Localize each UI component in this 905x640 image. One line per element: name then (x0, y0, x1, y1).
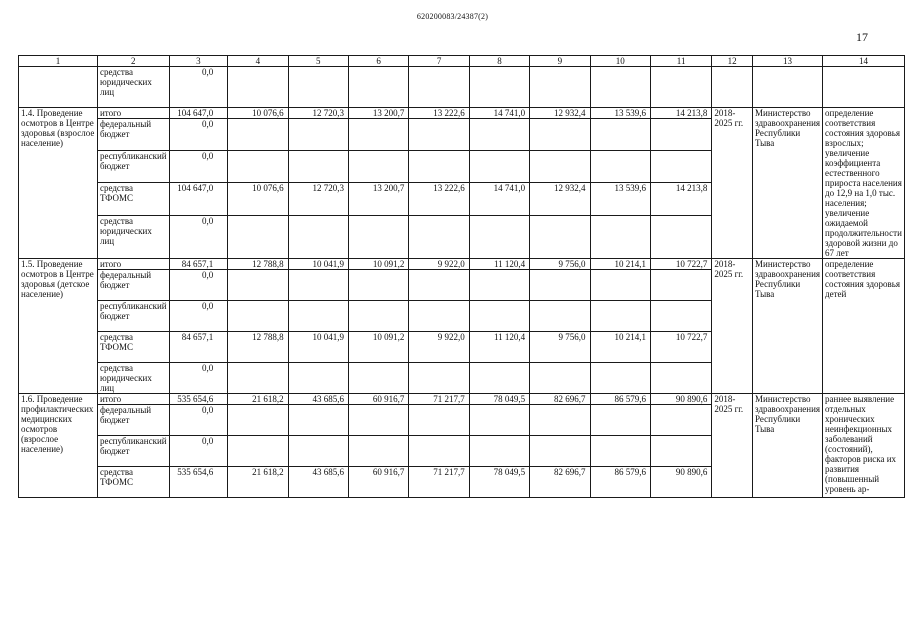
value-year (409, 119, 469, 151)
value-year (288, 301, 348, 332)
value-year: 10 722,7 (650, 259, 711, 270)
column-number: 11 (650, 56, 711, 67)
value-total: 0,0 (169, 270, 228, 301)
value-year (228, 151, 288, 183)
value-year: 78 049,5 (469, 467, 529, 498)
value-year (409, 215, 469, 258)
value-year: 11 120,4 (469, 259, 529, 270)
value-year (590, 67, 650, 108)
value-year: 10 091,2 (348, 332, 408, 363)
value-year (650, 363, 711, 394)
value-year (530, 215, 590, 258)
value-year (228, 363, 288, 394)
value-year (348, 270, 408, 301)
row-title (19, 67, 98, 108)
value-year: 14 213,8 (650, 183, 711, 215)
value-year: 10 041,9 (288, 259, 348, 270)
value-total: 0,0 (169, 405, 228, 436)
value-total: 84 657,1 (169, 332, 228, 363)
value-year: 86 579,6 (590, 394, 650, 405)
value-year (530, 301, 590, 332)
value-year (288, 436, 348, 467)
value-year (650, 119, 711, 151)
value-year: 9 922,0 (409, 259, 469, 270)
value-year (650, 301, 711, 332)
value-year: 14 741,0 (469, 183, 529, 215)
expected-result: определение соответствия состояния здоровья взрослых; увеличение коэффициента естественного прироста населения до 12,9 на 1,0 тыс. населения; увеличение ожидаемой продолжительности здоровой жизни до 67 лет (823, 108, 905, 259)
value-year (650, 215, 711, 258)
document-id: 620200083/24387(2) (416, 12, 489, 21)
value-year (348, 363, 408, 394)
value-year (228, 119, 288, 151)
executor (753, 67, 823, 108)
value-year: 9 922,0 (409, 332, 469, 363)
value-total: 0,0 (169, 67, 228, 108)
value-total: 535 654,6 (169, 394, 228, 405)
value-year (228, 301, 288, 332)
value-year: 10 076,6 (228, 108, 288, 119)
value-year (348, 119, 408, 151)
column-number: 3 (169, 56, 228, 67)
executor: Министерство здравоохранения Республики Тыва (753, 259, 823, 394)
value-year: 9 756,0 (530, 259, 590, 270)
value-year (469, 67, 529, 108)
expected-result: определение соответствия состояния здоровья детей (823, 259, 905, 394)
funding-source: федеральный бюджет (97, 405, 169, 436)
value-year: 60 916,7 (348, 394, 408, 405)
value-year: 13 539,6 (590, 108, 650, 119)
row-title: 1.6. Проведение профилактических медицинских осмотров (взрослое население) (19, 394, 98, 498)
value-year (288, 67, 348, 108)
funding-source: средства ТФОМС (97, 332, 169, 363)
value-year: 21 618,2 (228, 467, 288, 498)
value-year (288, 405, 348, 436)
funding-source: федеральный бюджет (97, 270, 169, 301)
funding-source: средства ТФОМС (97, 183, 169, 215)
value-year: 90 890,6 (650, 467, 711, 498)
funding-source: итого (97, 394, 169, 405)
funding-source: итого (97, 108, 169, 119)
period (712, 67, 753, 108)
value-year (590, 405, 650, 436)
period: 2018-2025 гг. (712, 259, 753, 394)
expected-result: раннее выявление отдельных хронических неинфекционных заболеваний (состояний), факторов риска их развития (повышенный уровень ар- (823, 394, 905, 498)
expected-result (823, 67, 905, 108)
table-row (19, 108, 905, 119)
value-year (650, 436, 711, 467)
value-year (530, 67, 590, 108)
column-number: 12 (712, 56, 753, 67)
value-year (228, 215, 288, 258)
value-year: 13 200,7 (348, 183, 408, 215)
value-year (469, 436, 529, 467)
value-year: 60 916,7 (348, 467, 408, 498)
value-total: 0,0 (169, 363, 228, 394)
value-year (530, 270, 590, 301)
value-year: 13 222,6 (409, 108, 469, 119)
value-year (650, 67, 711, 108)
value-year: 12 788,8 (228, 259, 288, 270)
budget-table (18, 55, 905, 498)
value-year (650, 405, 711, 436)
value-year (228, 67, 288, 108)
value-year (469, 363, 529, 394)
executor: Министерство здравоохранения Республики Тыва (753, 394, 823, 498)
value-year: 21 618,2 (228, 394, 288, 405)
executor: Министерство здравоохранения Республики Тыва (753, 108, 823, 259)
value-year (228, 405, 288, 436)
value-year: 82 696,7 (530, 467, 590, 498)
value-year: 12 720,3 (288, 108, 348, 119)
value-year: 12 932,4 (530, 108, 590, 119)
value-year: 10 091,2 (348, 259, 408, 270)
value-year: 12 788,8 (228, 332, 288, 363)
value-year: 90 890,6 (650, 394, 711, 405)
funding-source: средства юридических лиц (97, 67, 169, 108)
value-year (590, 436, 650, 467)
value-year: 10 214,1 (590, 259, 650, 270)
value-total: 535 654,6 (169, 467, 228, 498)
value-year (288, 363, 348, 394)
value-year (650, 151, 711, 183)
value-total: 0,0 (169, 151, 228, 183)
value-year (530, 151, 590, 183)
value-year (590, 301, 650, 332)
value-year (409, 270, 469, 301)
value-year: 12 720,3 (288, 183, 348, 215)
value-year (348, 436, 408, 467)
value-year: 43 685,6 (288, 394, 348, 405)
value-year (288, 270, 348, 301)
value-year (228, 270, 288, 301)
value-year: 82 696,7 (530, 394, 590, 405)
column-number: 7 (409, 56, 469, 67)
value-year: 78 049,5 (469, 394, 529, 405)
value-year (590, 270, 650, 301)
value-year: 14 741,0 (469, 108, 529, 119)
value-year (469, 119, 529, 151)
value-year (469, 405, 529, 436)
value-year (409, 301, 469, 332)
column-number: 2 (97, 56, 169, 67)
value-year (348, 215, 408, 258)
value-year (288, 151, 348, 183)
value-year: 10 214,1 (590, 332, 650, 363)
value-year (590, 363, 650, 394)
value-year (348, 67, 408, 108)
value-year (530, 119, 590, 151)
value-year (348, 405, 408, 436)
table-row (19, 394, 905, 405)
funding-source: средства ТФОМС (97, 467, 169, 498)
value-year (409, 151, 469, 183)
value-year: 43 685,6 (288, 467, 348, 498)
table-row (19, 67, 905, 108)
value-year: 12 932,4 (530, 183, 590, 215)
funding-source: федеральный бюджет (97, 119, 169, 151)
column-number: 4 (228, 56, 288, 67)
table-row (19, 259, 905, 270)
period: 2018-2025 гг. (712, 108, 753, 259)
value-year: 10 076,6 (228, 183, 288, 215)
column-number-row (19, 56, 905, 67)
row-title: 1.5. Проведение осмотров в Центре здоровья (детское население) (19, 259, 98, 394)
funding-source: средства юридических лиц (97, 363, 169, 394)
value-year (590, 119, 650, 151)
funding-source: итого (97, 259, 169, 270)
value-year (530, 363, 590, 394)
value-year: 11 120,4 (469, 332, 529, 363)
value-year (469, 151, 529, 183)
value-total: 0,0 (169, 436, 228, 467)
value-year (650, 270, 711, 301)
value-year (530, 405, 590, 436)
column-number: 5 (288, 56, 348, 67)
value-year: 9 756,0 (530, 332, 590, 363)
value-total: 0,0 (169, 119, 228, 151)
value-year (409, 363, 469, 394)
value-year (409, 405, 469, 436)
value-total: 104 647,0 (169, 108, 228, 119)
period: 2018-2025 гг. (712, 394, 753, 498)
value-year: 13 222,6 (409, 183, 469, 215)
page-number: 17 (856, 30, 868, 44)
column-number: 6 (348, 56, 408, 67)
value-year: 71 217,7 (409, 467, 469, 498)
funding-source: средства юридических лиц (97, 215, 169, 258)
column-number: 1 (19, 56, 98, 67)
column-number: 9 (530, 56, 590, 67)
value-year (469, 301, 529, 332)
value-total: 84 657,1 (169, 259, 228, 270)
value-total: 104 647,0 (169, 183, 228, 215)
value-year (288, 215, 348, 258)
column-number: 13 (753, 56, 823, 67)
funding-source: республиканский бюджет (97, 151, 169, 183)
funding-source: республиканский бюджет (97, 436, 169, 467)
value-year (348, 301, 408, 332)
column-number: 10 (590, 56, 650, 67)
value-year (469, 215, 529, 258)
funding-source: республиканский бюджет (97, 301, 169, 332)
column-number: 8 (469, 56, 529, 67)
value-year (590, 215, 650, 258)
value-total: 0,0 (169, 215, 228, 258)
value-year: 10 722,7 (650, 332, 711, 363)
value-year (469, 270, 529, 301)
value-year (590, 151, 650, 183)
column-number: 14 (823, 56, 905, 67)
value-year: 13 539,6 (590, 183, 650, 215)
row-title: 1.4. Проведение осмотров в Центре здоровья (взрослое население) (19, 108, 98, 259)
value-total: 0,0 (169, 301, 228, 332)
value-year (348, 151, 408, 183)
value-year (228, 436, 288, 467)
value-year: 14 213,8 (650, 108, 711, 119)
value-year (409, 67, 469, 108)
value-year: 10 041,9 (288, 332, 348, 363)
value-year: 86 579,6 (590, 467, 650, 498)
value-year: 13 200,7 (348, 108, 408, 119)
value-year (530, 436, 590, 467)
value-year: 71 217,7 (409, 394, 469, 405)
value-year (409, 436, 469, 467)
value-year (288, 119, 348, 151)
